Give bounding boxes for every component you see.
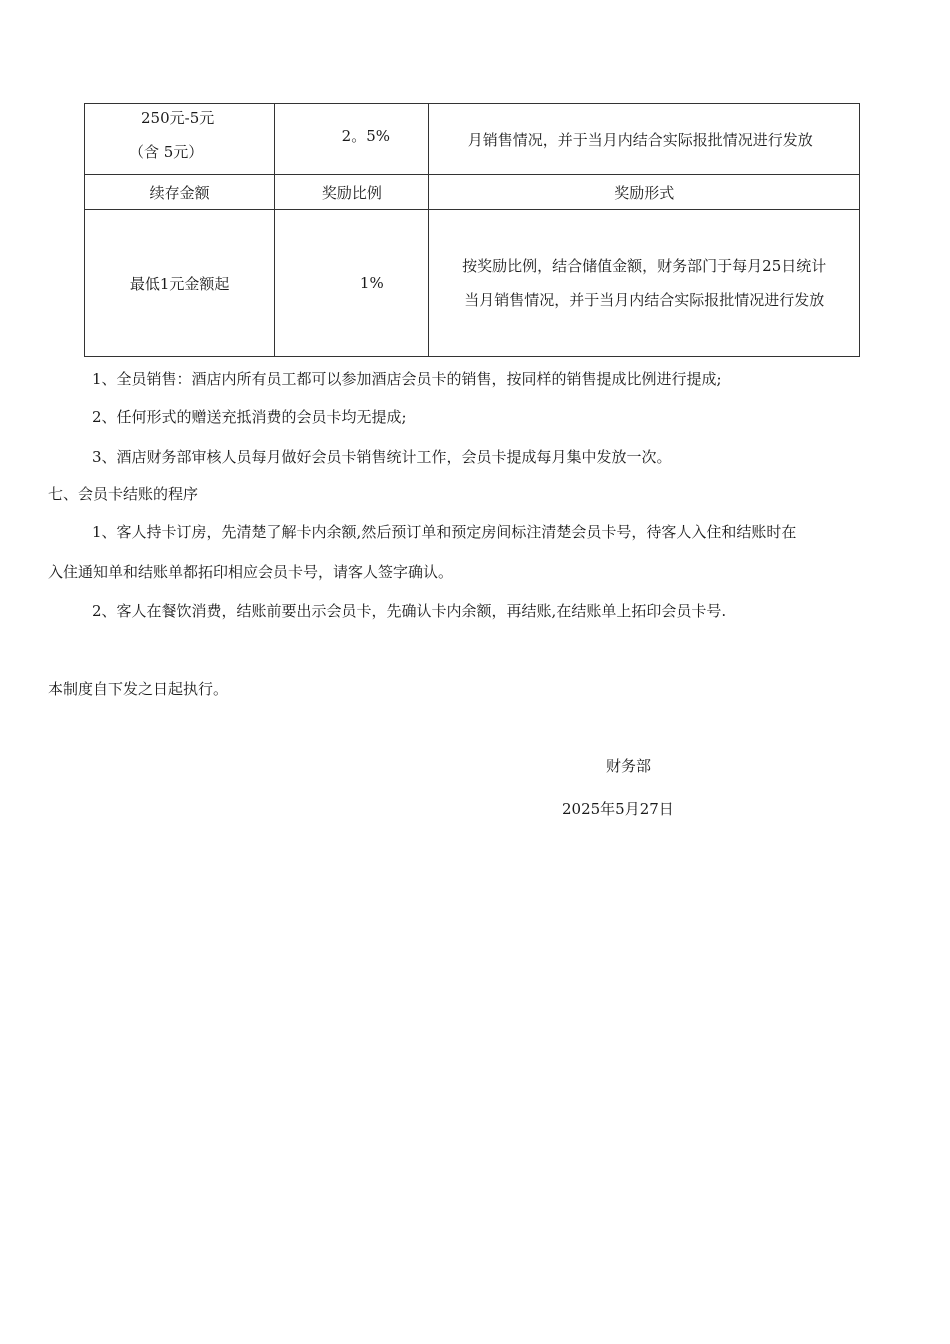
form-text bbox=[429, 249, 859, 317]
table-row bbox=[85, 104, 860, 175]
amount-text: 最低1元金额起 bbox=[129, 274, 230, 293]
section-heading: 七、会员卡结账的程序 bbox=[48, 485, 199, 503]
signature-date: 2025年5月27日 bbox=[562, 800, 674, 818]
table-cell-amount bbox=[85, 210, 275, 357]
table-cell-amount bbox=[85, 104, 275, 175]
reward-table bbox=[84, 103, 860, 357]
table-cell-ratio bbox=[275, 104, 429, 175]
ratio-value: 1% bbox=[359, 274, 384, 292]
note-2: 2、任何形式的赠送充抵消费的会员卡均无提成; bbox=[92, 408, 407, 426]
note-1: 1、全员销售：酒店内所有员工都可以参加酒店会员卡的销售，按同样的销售提成比例进行提成; bbox=[92, 370, 722, 388]
section-item1-line2: 入住通知单和结账单都拓印相应会员卡号，请客人签字确认。 bbox=[48, 563, 454, 581]
section-item2: 2、客人在餐饮消费，结账前要出示会员卡，先确认卡内余额，再结账,在结账单上拓印会员卡号. bbox=[92, 602, 727, 620]
section-item1-line1: 1、客人持卡订房，先清楚了解卡内余额,然后预订单和预定房间标注清楚会员卡号，待客人入住和结账时在 bbox=[92, 523, 797, 541]
form-line2: 当月销售情况，并于当月内结合实际报批情况进行发放 bbox=[464, 291, 825, 309]
note-3: 3、酒店财务部审核人员每月做好会员卡销售统计工作，会员卡提成每月集中发放一次。 bbox=[92, 448, 672, 466]
table-cell-form bbox=[429, 104, 860, 175]
table-row bbox=[85, 210, 860, 357]
table-header-row bbox=[85, 175, 860, 210]
ratio-value: 2。5% bbox=[341, 126, 390, 145]
form-line1: 按奖励比例，结合储值金额，财务部门于每月25日统计 bbox=[462, 257, 827, 275]
signature-department: 财务部 bbox=[606, 757, 652, 775]
header-amount: 续存金额 bbox=[85, 175, 275, 210]
amount-line1: 250元-5元 bbox=[141, 109, 215, 127]
form-text: 月销售情况，并于当月内结合实际报批情况进行发放 bbox=[467, 130, 813, 149]
amount-line2: （含 5元） bbox=[129, 143, 204, 161]
table-cell-ratio bbox=[275, 210, 429, 357]
closing-statement: 本制度自下发之日起执行。 bbox=[48, 680, 229, 698]
header-form: 奖励形式 bbox=[429, 175, 860, 210]
header-ratio: 奖励比例 bbox=[275, 175, 429, 210]
table-cell-form bbox=[429, 210, 860, 357]
